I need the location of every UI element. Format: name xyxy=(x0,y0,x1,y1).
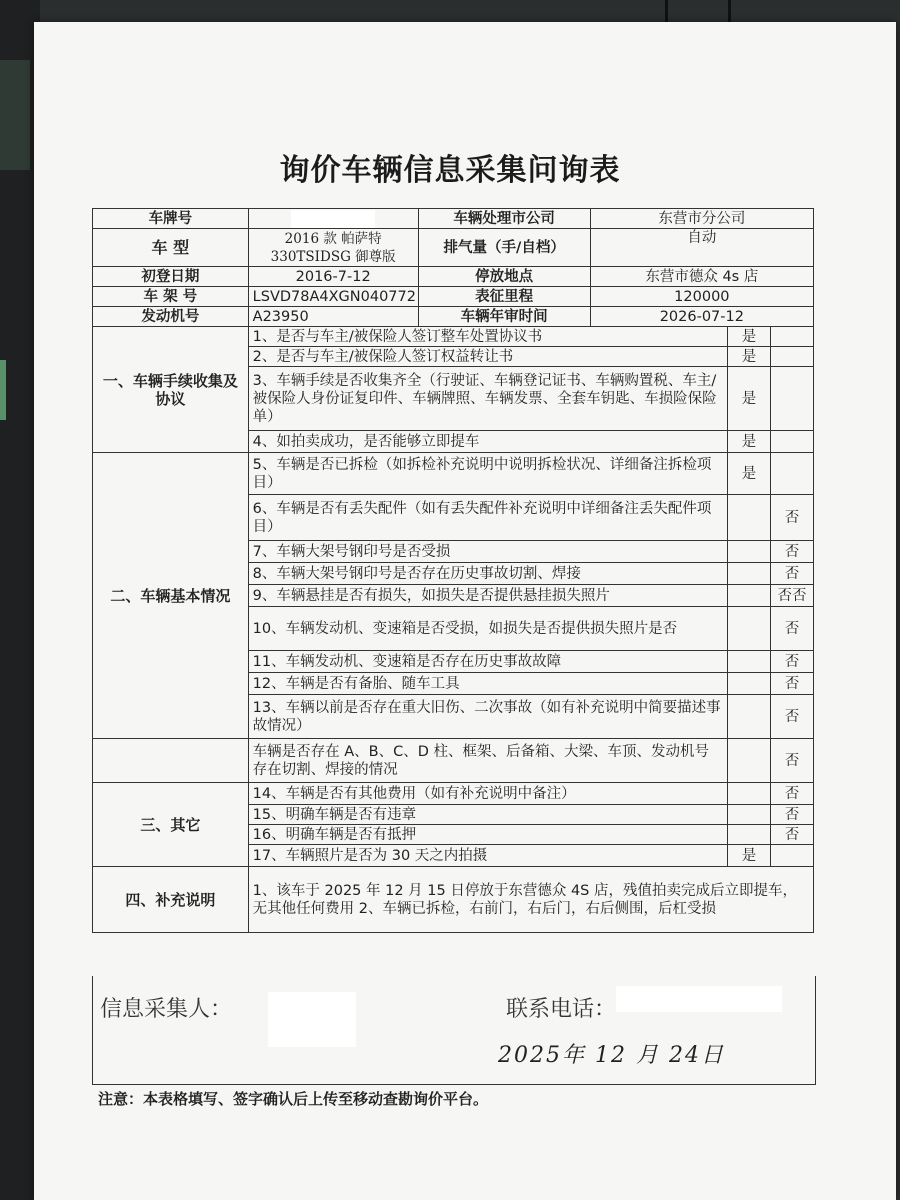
section-3-label: 三、其它 xyxy=(93,783,249,867)
question-14-yes xyxy=(727,783,770,805)
section-blank-label xyxy=(93,739,249,783)
section-4-label: 四、补充说明 xyxy=(93,867,249,933)
question-4-yes: 是 xyxy=(727,431,770,453)
question-11-yes xyxy=(727,651,770,673)
question-pillars: 车辆是否存在 A、B、C、D 柱、框架、后备箱、大梁、车顶、发动机号存在切割、焊接的情况 xyxy=(248,739,727,783)
question-11-no: 否 xyxy=(770,651,813,673)
section-2-label: 二、车辆基本情况 xyxy=(93,453,249,739)
question-4-no xyxy=(770,431,813,453)
question-17-yes: 是 xyxy=(727,845,770,867)
model-value xyxy=(248,229,418,267)
question-9: 9、车辆悬挂是否有损失，如损失是否提供悬挂损失照片 xyxy=(248,585,727,607)
phone-label: 联系电话： xyxy=(506,997,617,1022)
question-7: 7、车辆大架号钢印号是否受损 xyxy=(248,541,727,563)
vin-label: 车 架 号 xyxy=(93,287,249,307)
question-12: 12、车辆是否有备胎、随车工具 xyxy=(248,673,727,695)
vin-value: LSVD78A4XGN040772 xyxy=(248,287,418,307)
question-3-no xyxy=(770,367,813,431)
question-5-yes: 是 xyxy=(727,453,770,495)
company-label: 车辆处理市公司 xyxy=(418,209,590,229)
question-6: 6、车辆是否有丢失配件（如有丢失配件补充说明中详细备注丢失配件项目） xyxy=(248,495,727,541)
company-value: 东营市分公司 xyxy=(590,209,813,229)
question-10-no: 否 xyxy=(770,607,813,651)
engine-label: 发动机号 xyxy=(93,307,249,327)
question-3-yes: 是 xyxy=(727,367,770,431)
question-pillars-yes xyxy=(727,739,770,783)
engine-value: A23950 xyxy=(248,307,418,327)
question-1-yes: 是 xyxy=(727,327,770,347)
question-8-no: 否 xyxy=(770,563,813,585)
question-8-yes xyxy=(727,563,770,585)
remarks-text: 1、该车于 2025 年 12 月 15 日停放于东营德众 4S 店，残值拍卖完成后立即提车，无其他任何费用 2、车辆已拆检，右前门，右后门，右后侧围，后杠受损 xyxy=(248,867,813,933)
plate-label: 车牌号 xyxy=(93,209,249,229)
question-pillars-no: 否 xyxy=(770,739,813,783)
location-value: 东营市德众 4s 店 xyxy=(590,267,813,287)
question-17-no xyxy=(770,845,813,867)
reg-date-label: 初登日期 xyxy=(93,267,249,287)
question-16: 16、明确车辆是否有抵押 xyxy=(248,825,727,845)
question-8: 8、车辆大架号钢印号是否存在历史事故切割、焊接 xyxy=(248,563,727,585)
question-11: 11、车辆发动机、变速箱是否存在历史事故故障 xyxy=(248,651,727,673)
section-1-label: 一、车辆手续收集及协议 xyxy=(93,327,249,453)
question-3: 3、车辆手续是否收集齐全（行驶证、车辆登记证书、车辆购置税、车主/被保险人身份证复印件、车辆牌照、车辆发票、全套车钥匙、车损险保险单） xyxy=(248,367,727,431)
question-10-yes xyxy=(727,607,770,651)
question-15-no: 否 xyxy=(770,805,813,825)
footer-note: 注意：本表格填写、签字确认后上传至移动查勘询价平台。 xyxy=(98,1090,489,1108)
mileage-label: 表征里程 xyxy=(418,287,590,307)
question-15: 15、明确车辆是否有违章 xyxy=(248,805,727,825)
question-13-yes xyxy=(727,695,770,739)
model-line-2: 330TSIDSG 御尊版 xyxy=(270,248,396,265)
question-14: 14、车辆是否有其他费用（如有补充说明中备注） xyxy=(248,783,727,805)
question-17: 17、车辆照片是否为 30 天之内拍摄 xyxy=(248,845,727,867)
inspection-value: 2026-07-12 xyxy=(590,307,813,327)
inquiry-form-table xyxy=(92,208,814,933)
question-4: 4、如拍卖成功，是否能够立即提车 xyxy=(248,431,727,453)
desk-indicator-light xyxy=(0,360,6,420)
question-15-yes xyxy=(727,805,770,825)
question-7-yes xyxy=(727,541,770,563)
question-13: 13、车辆以前是否存在重大旧伤、二次事故（如有补充说明中简要描述事故情况） xyxy=(248,695,727,739)
location-label: 停放地点 xyxy=(418,267,590,287)
collector-label: 信息采集人： xyxy=(100,997,233,1022)
question-1: 1、是否与车主/被保险人签订整车处置协议书 xyxy=(248,327,727,347)
question-16-no: 否 xyxy=(770,825,813,845)
reg-date-value: 2016-7-12 xyxy=(248,267,418,287)
question-6-no: 否 xyxy=(770,495,813,541)
question-14-no: 否 xyxy=(770,783,813,805)
gearbox-label: 排气量（手/自档） xyxy=(418,229,590,267)
question-9-yes xyxy=(727,585,770,607)
question-6-yes xyxy=(727,495,770,541)
inspection-label: 车辆年审时间 xyxy=(418,307,590,327)
form-title: 询价车辆信息采集问询表 xyxy=(279,153,621,188)
gearbox-value: 自动 xyxy=(590,229,813,267)
question-2-yes: 是 xyxy=(727,347,770,367)
question-12-no: 否 xyxy=(770,673,813,695)
question-9-no: 否否 xyxy=(770,585,813,607)
collector-redaction xyxy=(268,992,356,1047)
question-12-yes xyxy=(727,673,770,695)
mileage-value: 120000 xyxy=(590,287,813,307)
question-2: 2、是否与车主/被保险人签订权益转让书 xyxy=(248,347,727,367)
question-7-no: 否 xyxy=(770,541,813,563)
plate-value xyxy=(248,209,418,229)
model-line-1: 2016 款 帕萨特 xyxy=(284,230,382,247)
phone-redaction xyxy=(616,986,782,1012)
question-16-yes xyxy=(727,825,770,845)
question-1-no xyxy=(770,327,813,347)
question-13-no: 否 xyxy=(770,695,813,739)
question-10: 10、车辆发动机、变速箱是否受损，如损失是否提供损失照片是否 xyxy=(248,607,727,651)
question-2-no xyxy=(770,347,813,367)
plate-redaction xyxy=(291,210,375,228)
question-5-no xyxy=(770,453,813,495)
question-5: 5、车辆是否已拆检（如拆检补充说明中说明拆检状况、详细备注拆检项目） xyxy=(248,453,727,495)
model-label: 车 型 xyxy=(93,229,249,267)
handwritten-date: 2025年 12 月 24日 xyxy=(498,1043,725,1068)
